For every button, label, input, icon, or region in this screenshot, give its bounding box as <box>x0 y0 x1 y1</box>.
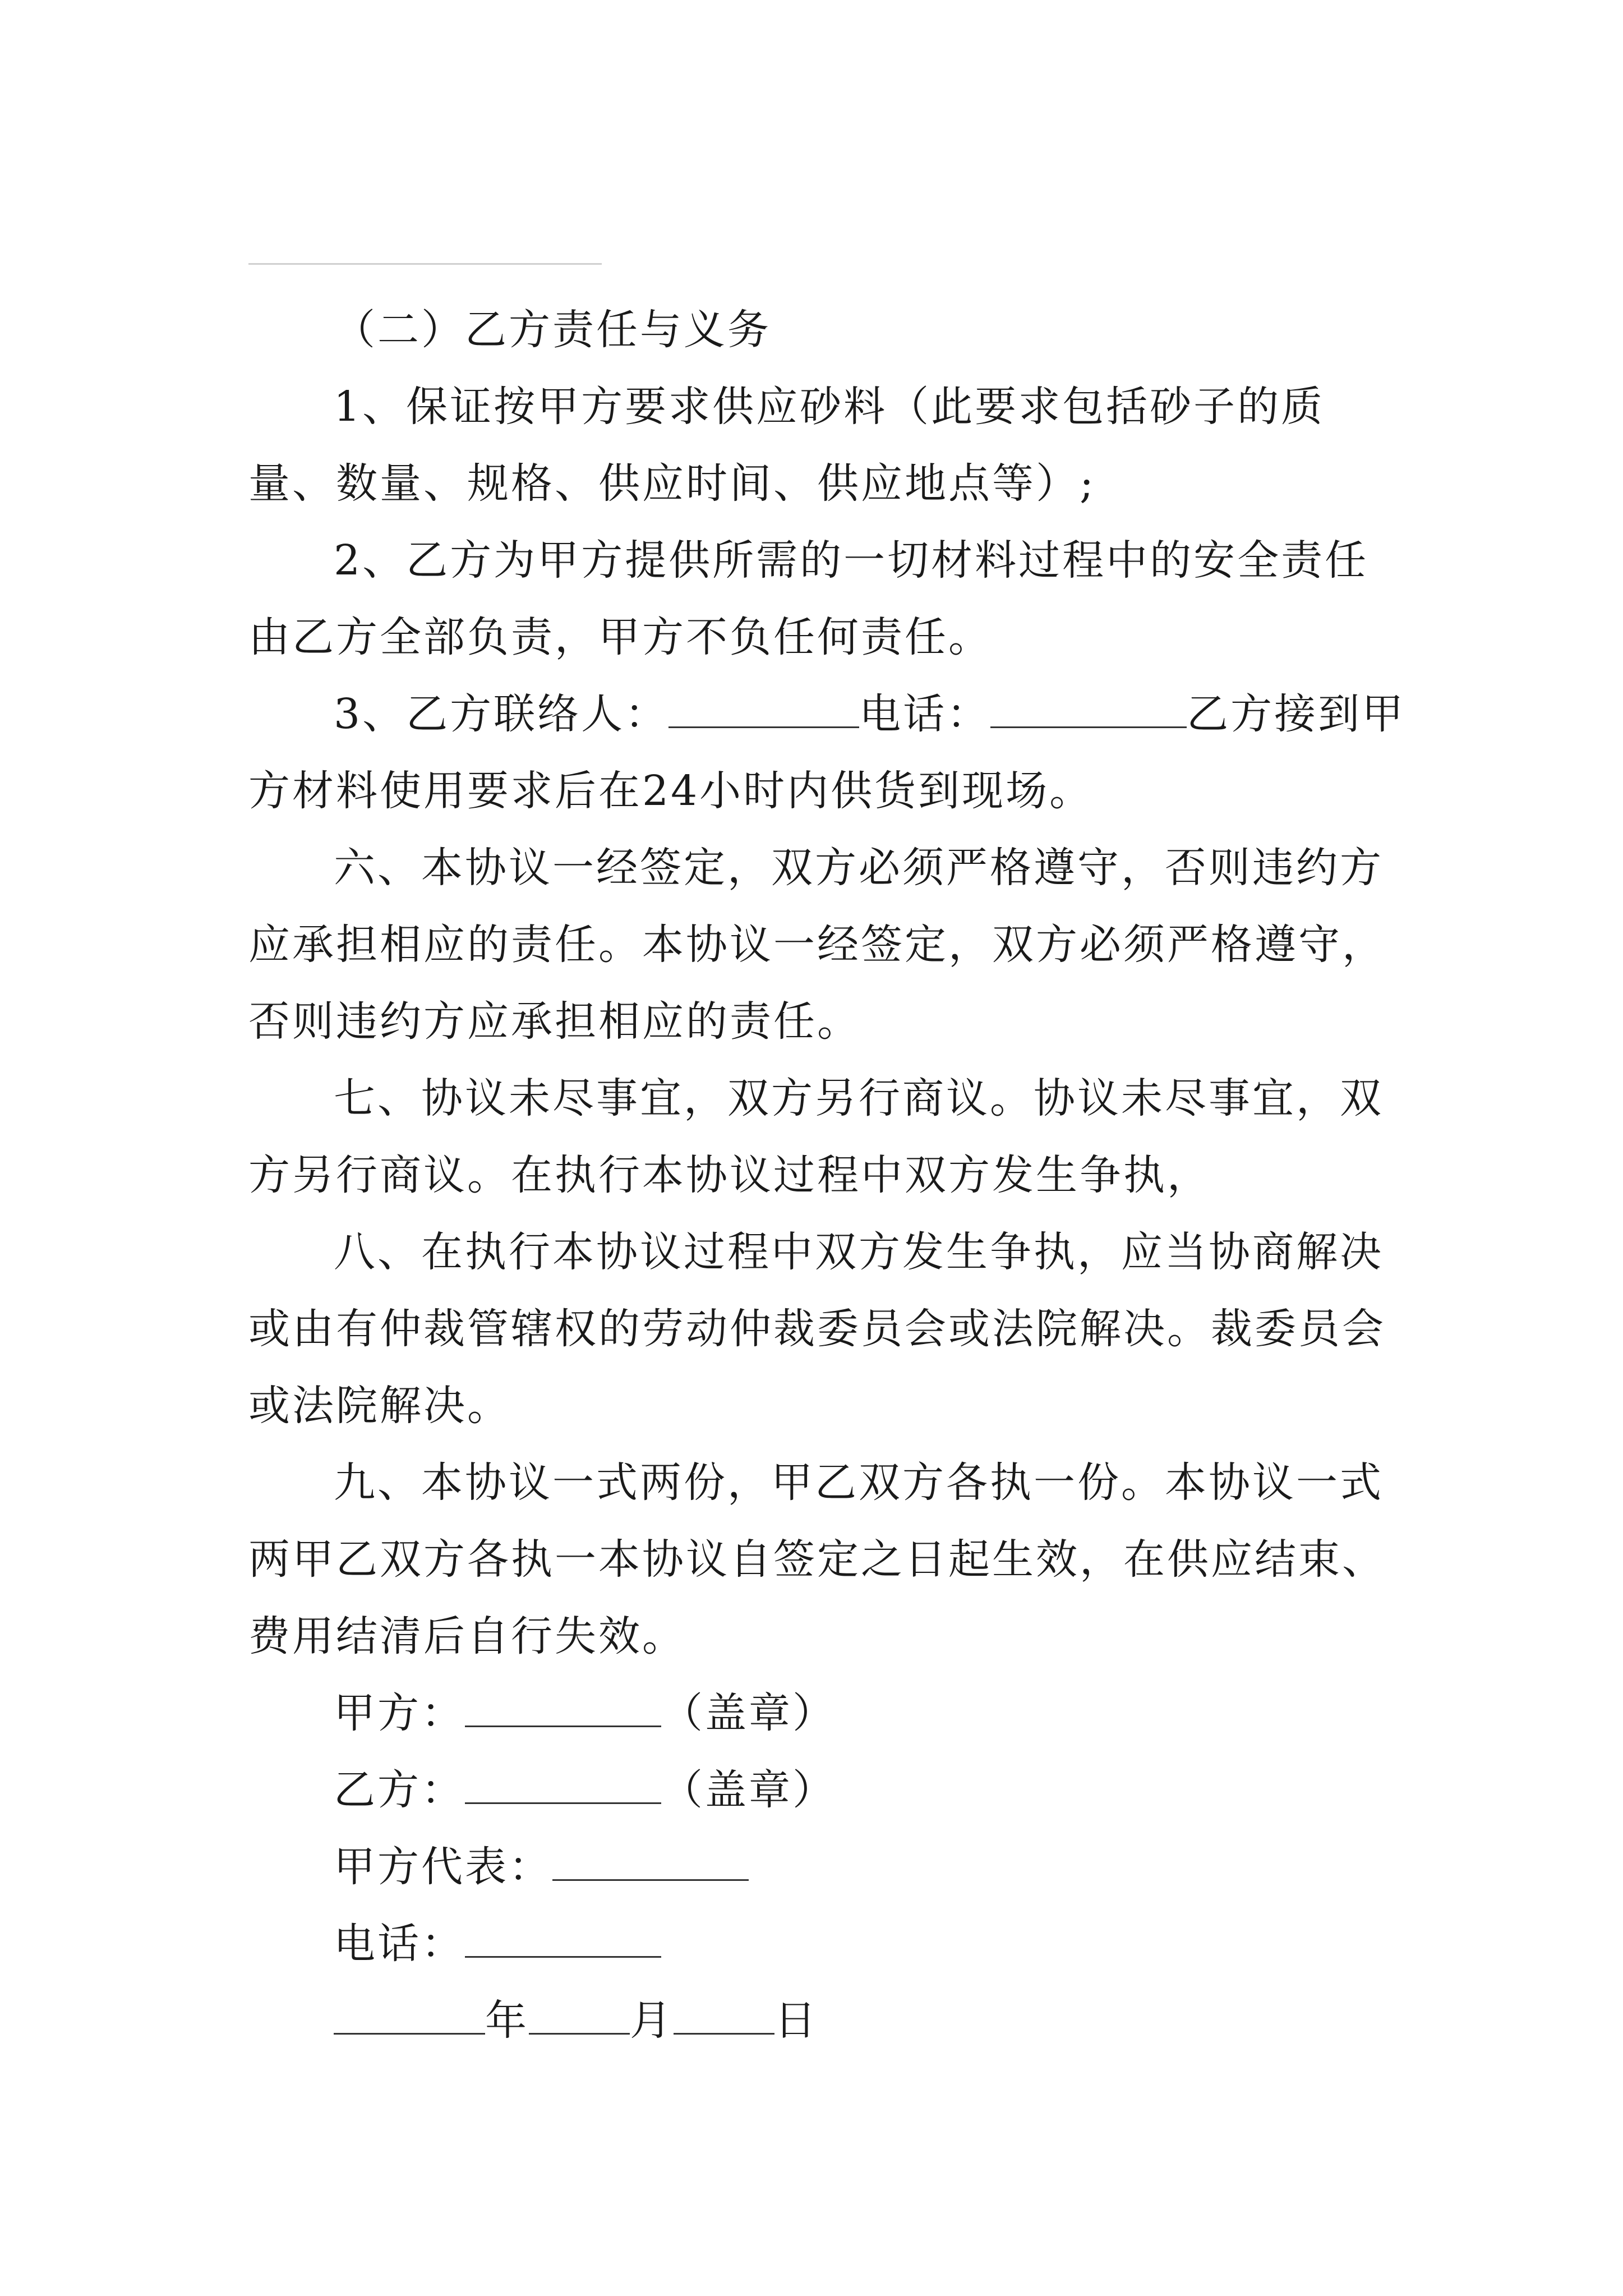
date-line <box>248 1982 1409 2059</box>
rep-line <box>248 1829 1409 1906</box>
clause-eight: 八、在执行本协议过程中双方发生争执，应当协商解决或由有仲裁管辖权的劳动仲裁委员会或法院解决。裁委员会或法院解决。 <box>248 1228 1386 1430</box>
contact-phone-label: 电话： <box>859 690 991 738</box>
clause-nine: 九、本协议一式两份，甲乙双方各执一份。本协议一式两甲乙双方各执一本协议自签定之日起生效，在供应结束、费用结清后自行失效。 <box>248 1458 1386 1660</box>
section-title: （二）乙方责任与义务 <box>334 306 771 354</box>
header-divider <box>248 263 602 265</box>
phone-blank[interactable] <box>465 1921 661 1958</box>
phone-line <box>248 1906 1409 1982</box>
year-label: 年 <box>485 1996 529 2045</box>
item-1: 1、保证按甲方要求供应砂料（此要求包括砂子的质量、数量、规格、供应时间、供应地点等）; <box>248 383 1325 508</box>
year-blank[interactable] <box>334 1998 485 2035</box>
document-body <box>248 292 1409 2059</box>
party-b-seal: （盖章） <box>661 1766 836 1814</box>
clause-six: 六、本协议一经签定，双方必须严格遵守，否则违约方应承担相应的责任。本协议一经签定，双方必须严格遵守，否则违约方应承担相应的责任。 <box>248 844 1386 1046</box>
party-b-blank[interactable] <box>465 1768 661 1804</box>
month-blank[interactable] <box>529 1998 630 2035</box>
clause-seven: 七、协议未尽事宜，双方另行商议。协议未尽事宜，双方另行商议。在执行本协议过程中双方发生争执， <box>248 1074 1384 1199</box>
rep-label: 甲方代表： <box>334 1843 552 1891</box>
item-3 <box>248 676 1409 830</box>
month-label: 月 <box>630 1996 674 2045</box>
item-2: 2、乙方为甲方提供所需的一切材料过程中的安全责任由乙方全部负责，甲方不负任何责任。 <box>248 536 1369 661</box>
item-3-suffix: 乙方接到甲方材料使用要求后在24小时内供货到现场。 <box>248 690 1406 815</box>
contact-phone-blank[interactable] <box>990 692 1187 728</box>
party-a-label: 甲方： <box>334 1689 465 1737</box>
party-a-line <box>248 1675 1409 1752</box>
day-label: 日 <box>774 1996 818 2045</box>
party-a-blank[interactable] <box>465 1691 661 1727</box>
party-a-seal: （盖章） <box>661 1689 836 1737</box>
phone-label: 电话： <box>334 1920 465 1968</box>
rep-blank[interactable] <box>552 1844 749 1881</box>
contact-blank[interactable] <box>668 692 859 728</box>
contact-label: 3、乙方联络人： <box>334 690 669 738</box>
party-b-label: 乙方： <box>334 1766 465 1814</box>
party-b-line <box>248 1752 1409 1829</box>
day-blank[interactable] <box>674 1998 774 2035</box>
